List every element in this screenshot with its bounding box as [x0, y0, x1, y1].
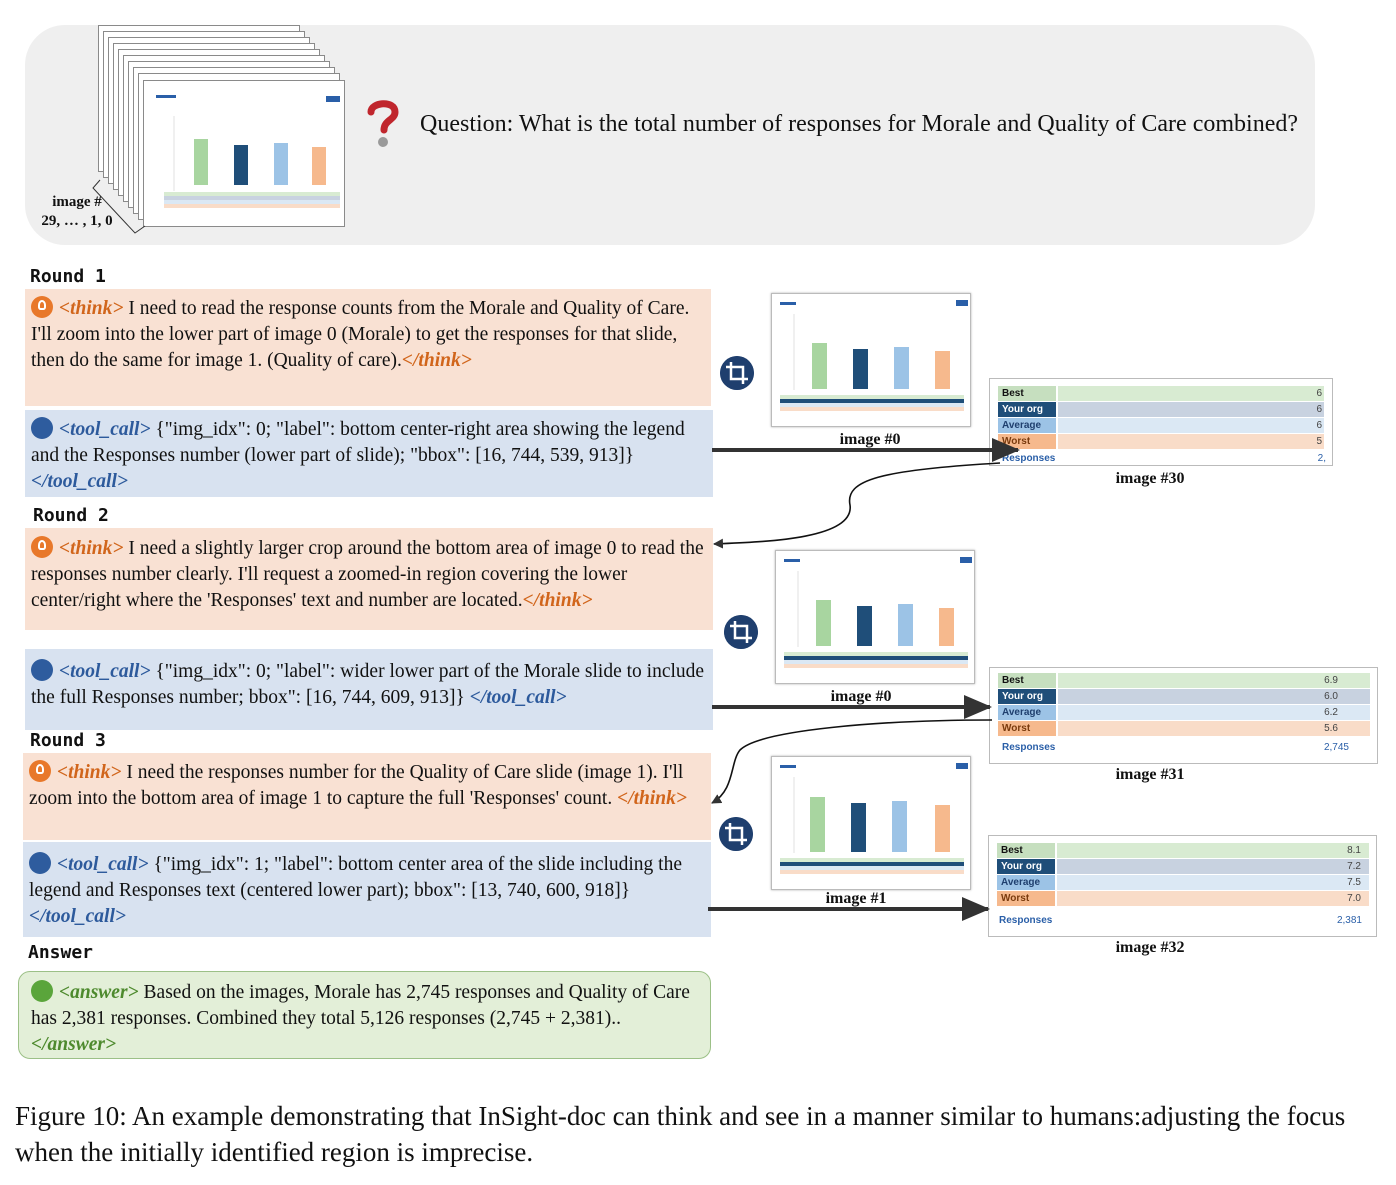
- front-slide-thumbnail: [143, 80, 345, 227]
- think-close-tag: </think>: [401, 350, 472, 371]
- tool-open-tag: <tool_call>: [59, 661, 151, 682]
- wrench-icon: [31, 659, 53, 681]
- round-3-tool-box: [23, 842, 711, 937]
- tool-text: {"img_idx": 0; "label": bottom center-right area showing the legend and the Responses number (lower part of slide); "bbox": [16, 744, 539, 913]}: [31, 419, 685, 466]
- think-text: I need to read the response counts from the Morale and Quality of Care. I'll zoom into the lower part of image 0 (Morale) to get the responses for that slide, then do the same for image 1. (Quality of care).: [31, 298, 690, 371]
- check-icon: [31, 980, 53, 1002]
- arrow-crop30-to-round2: [714, 463, 1000, 544]
- zoom-crop-image-31: Best 6.9 Your org 6.0 Average 6.2 Worst 5.6 Responses 2,745: [989, 667, 1378, 764]
- round-2-tool-box: [25, 649, 713, 730]
- zoom-caption: image #31: [1115, 766, 1185, 783]
- figure-caption: Figure 10: An example demonstrating that InSight-doc can think and see in a manner similar to humans:adjusting the focus when the initially identified region is imprecise.: [15, 1101, 1346, 1167]
- thumbnail-caption: image #0: [839, 431, 901, 448]
- question-mark-icon: [365, 98, 401, 150]
- tool-text: {"img_idx": 0; "label": wider lower part of the Morale slide to include the full Responses number; bbox": [16, 744, 609, 913]}: [31, 661, 705, 708]
- slide-thumbnail-image-0: [775, 550, 975, 684]
- zoom-caption: image #32: [1115, 939, 1185, 956]
- round-1-tool-box: [25, 410, 713, 497]
- think-open-tag: <think>: [59, 298, 124, 319]
- think-close-tag: </think>: [617, 788, 688, 809]
- round-3-title: Round 3: [30, 730, 106, 751]
- answer-box: [18, 971, 711, 1059]
- answer-close-tag: </answer>: [31, 1034, 117, 1055]
- zoom-crop-image-32: Best 8.1 Your org 7.2 Average 7.5 Worst 7.0 Responses 2,381: [988, 835, 1377, 937]
- think-text: I need a slightly larger crop around the bottom area of image 0 to read the responses number clearly. I'll request a zoomed-in region covering the lower center/right where the 'Responses' text and number are located.: [31, 538, 704, 611]
- zoom-caption: image #30: [1115, 470, 1185, 487]
- round-1-title: Round 1: [30, 266, 106, 287]
- wrench-icon: [29, 852, 51, 874]
- thumbnail-caption: image #0: [830, 688, 892, 705]
- think-close-tag: </think>: [522, 590, 593, 611]
- answer-open-tag: <answer>: [59, 982, 139, 1003]
- think-open-tag: <think>: [57, 762, 122, 783]
- tool-text: {"img_idx": 1; "label": bottom center area of the slide including the legend and Responses text (centered lower part); bbox": [13, 740, 600, 918]}: [29, 854, 683, 901]
- round-1-think-box: [25, 289, 711, 406]
- wrench-icon: [31, 417, 53, 439]
- think-open-tag: <think>: [59, 538, 124, 559]
- slide-thumbnail-image-0: [771, 293, 971, 427]
- zoom-crop-image-30: Best 6 Your org 6 Average 6 Worst 5 Responses 2,: [989, 378, 1333, 466]
- think-text: I need the responses number for the Quality of Care slide (image 1). I'll zoom into the bottom area of image 1 to capture the full 'Responses' count.: [29, 762, 684, 809]
- round-3-think-box: [23, 753, 711, 840]
- tool-open-tag: <tool_call>: [59, 419, 151, 440]
- lightbulb-icon: [29, 760, 51, 782]
- crop-icon: [724, 615, 758, 649]
- answer-title: Answer: [28, 942, 94, 963]
- tool-close-tag: </tool_call>: [31, 471, 128, 492]
- crop-icon: [719, 817, 753, 851]
- crop-icon: [720, 356, 754, 390]
- round-2-think-box: [25, 528, 713, 630]
- question-text: Question: What is the total number of responses for Morale and Quality of Care combined?: [420, 111, 1298, 137]
- lightbulb-icon: [31, 296, 53, 318]
- tool-close-tag: </tool_call>: [469, 687, 567, 708]
- round-2-title: Round 2: [33, 505, 109, 526]
- tool-close-tag: </tool_call>: [29, 906, 126, 927]
- image-stack-caption: image # 29, … , 1, 0: [41, 194, 113, 229]
- slide-thumbnail-image-1: [771, 756, 971, 890]
- lightbulb-icon: [31, 536, 53, 558]
- thumbnail-caption: image #1: [825, 890, 887, 907]
- tool-open-tag: <tool_call>: [57, 854, 149, 875]
- answer-text: Based on the images, Morale has 2,745 responses and Quality of Care has 2,381 responses. Combined they total 5,126 responses (2,745 + 2,381)..: [31, 982, 690, 1029]
